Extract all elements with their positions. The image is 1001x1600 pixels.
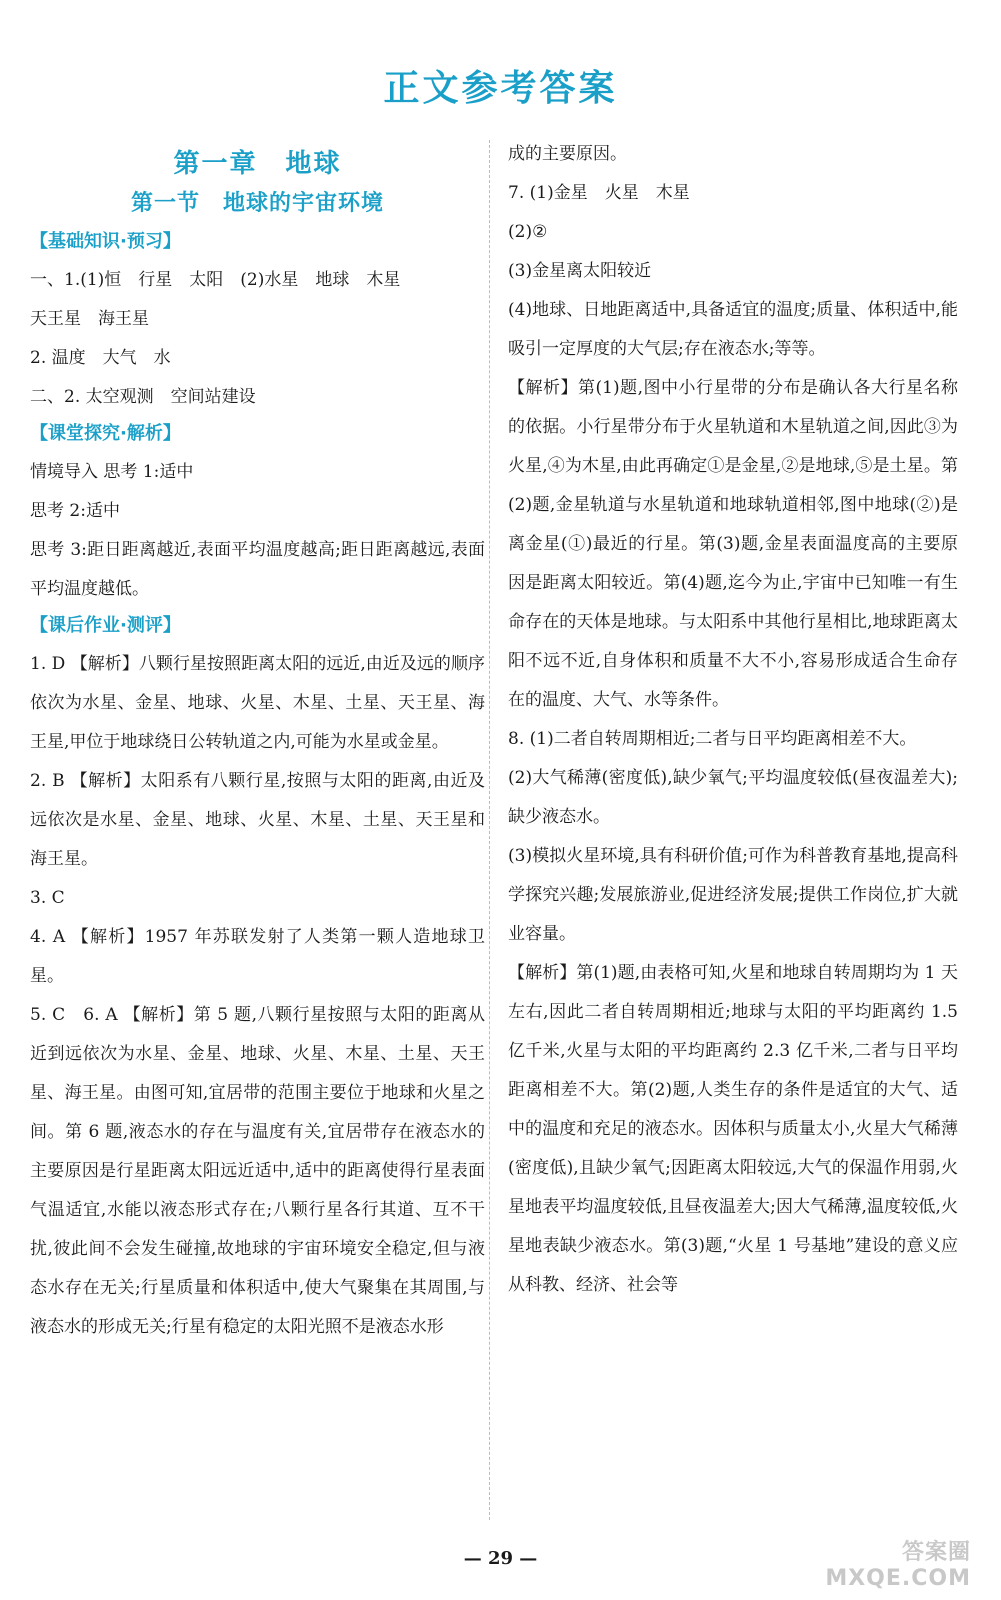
answer-paragraph: (3)模拟火星环境,具有科研价值;可作为科普教育基地,提高科学探究兴趣;发展旅游业,促进经济发展;提供工作岗位,扩大就业容量。 [508, 846, 958, 944]
answer-line: 二、2. 太空观测 空间站建设 [30, 387, 256, 407]
answer-line: 思考 3:距日距离越近,表面平均温度越高;距日距离越远,表面平均温度越低。 [30, 540, 485, 599]
label-basic-knowledge: 【基础知识·预习】 [30, 231, 181, 252]
answer-line: (3)金星离太阳较近 [508, 261, 652, 281]
answer-line: (2)② [508, 222, 548, 242]
answer-line: 成的主要原因。 [508, 144, 627, 164]
answer-paragraph: 2. B 【解析】太阳系有八颗行星,按照与太阳的距离,由近及远依次是水星、金星、地球、火星、木星、土星、天王星和海王星。 [30, 771, 485, 869]
answer-paragraph: 4. A 【解析】1957 年苏联发射了人类第一颗人造地球卫星。 [30, 927, 485, 986]
page-number: — 29 — [463, 1548, 538, 1569]
section-title: 第一节 地球的宇宙环境 [130, 191, 384, 216]
answer-paragraph: (4)地球、日地距离适中,具备适宜的温度;质量、体积适中,能吸引一定厚度的大气层;存在液态水;等等。 [508, 300, 958, 359]
column-divider [489, 140, 490, 1520]
page-title: 正文参考答案 [383, 68, 618, 109]
label-homework: 【课后作业·测评】 [30, 615, 181, 636]
right-column [508, 135, 958, 1305]
answer-paragraph: 3. C [30, 888, 65, 908]
answer-line: 思考 2:适中 [30, 501, 120, 521]
watermark-logo: 答案圈 MXQE.COM [825, 1540, 971, 1591]
answer-paragraph: (2)大气稀薄(密度低),缺少氧气;平均温度较低(昼夜温差大);缺少液态水。 [508, 768, 958, 827]
answer-line: 天王星 海王星 [30, 309, 149, 329]
label-class-inquiry: 【课堂探究·解析】 [30, 423, 181, 444]
chapter-title: 第一章 地球 [173, 149, 342, 179]
analysis-paragraph: 【解析】第(1)题,由表格可知,火星和地球自转周期均为 1 天左右,因此二者自转周期相近;地球与太阳的平均距离约 1.5 亿千米,火星与太阳的平均距离约 2.3 亿千米,二者与日平均距离相差不大。第(2)题,人类生存的条件是适宜的大气、适中的温度和充足的液态水。因体积与质量太小,火星大气稀薄(密度低),且缺少氧气;因距离太阳较远,大气的保温作用弱,火星地表平均温度较低,且昼夜温差大;因大气稀薄,温度较低,火星地表缺少液态水。第(3)题,“火星 1 号基地”建设的意义应从科教、经济、社会等 [508, 963, 958, 1295]
answer-line: 情境导入 思考 1:适中 [30, 462, 194, 482]
answer-paragraph: 8. (1)二者自转周期相近;二者与日平均距离相差不大。 [508, 729, 917, 749]
analysis-paragraph: 【解析】第(1)题,图中小行星带的分布是确认各大行星名称的依据。小行星带分布于火星轨道和木星轨道之间,因此③为火星,④为木星,由此再确定①是金星,②是地球,⑤是土星。第(2)题,金星轨道与水星轨道和地球轨道相邻,图中地球(②)是离金星(①)最近的行星。第(3)题,金星表面温度高的主要原因是距离太阳较近。第(4)题,迄今为止,宇宙中已知唯一有生命存在的天体是地球。与太阳系中其他行星相比,地球距离太阳不远不近,自身体积和质量不大不小,容易形成适合生命存在的温度、大气、水等条件。 [508, 378, 958, 710]
answer-paragraph: 5. C 6. A 【解析】第 5 题,八颗行星按照与太阳的距离从近到远依次为水星、金星、地球、火星、木星、土星、天王星、海王星。由图可知,宜居带的范围主要位于地球和火星之间。第 6 题,液态水的存在与温度有关,宜居带存在液态水的主要原因是行星距离太阳远近适中,适中的距离使得行星表面气温适宜,水能以液态形式存在;八颗行星各行其道、互不干扰,彼此间不会发生碰撞,故地球的宇宙环境安全稳定,但与液态水存在无关;行星质量和体积适中,使大气聚集在其周围,与液态水的形成无关;行星有稳定的太阳光照不是液态水形 [30, 1005, 485, 1337]
left-column [30, 135, 485, 1347]
answer-line: 2. 温度 大气 水 [30, 348, 171, 368]
answer-line: 7. (1)金星 火星 木星 [508, 183, 690, 203]
answer-paragraph: 1. D 【解析】八颗行星按照距离太阳的远近,由近及远的顺序依次为水星、金星、地球、火星、木星、土星、天王星、海王星,甲位于地球绕日公转轨道之内,可能为水星或金星。 [30, 654, 485, 752]
answer-line: 一、1.(1)恒 行星 太阳 (2)水星 地球 木星 [30, 270, 401, 290]
